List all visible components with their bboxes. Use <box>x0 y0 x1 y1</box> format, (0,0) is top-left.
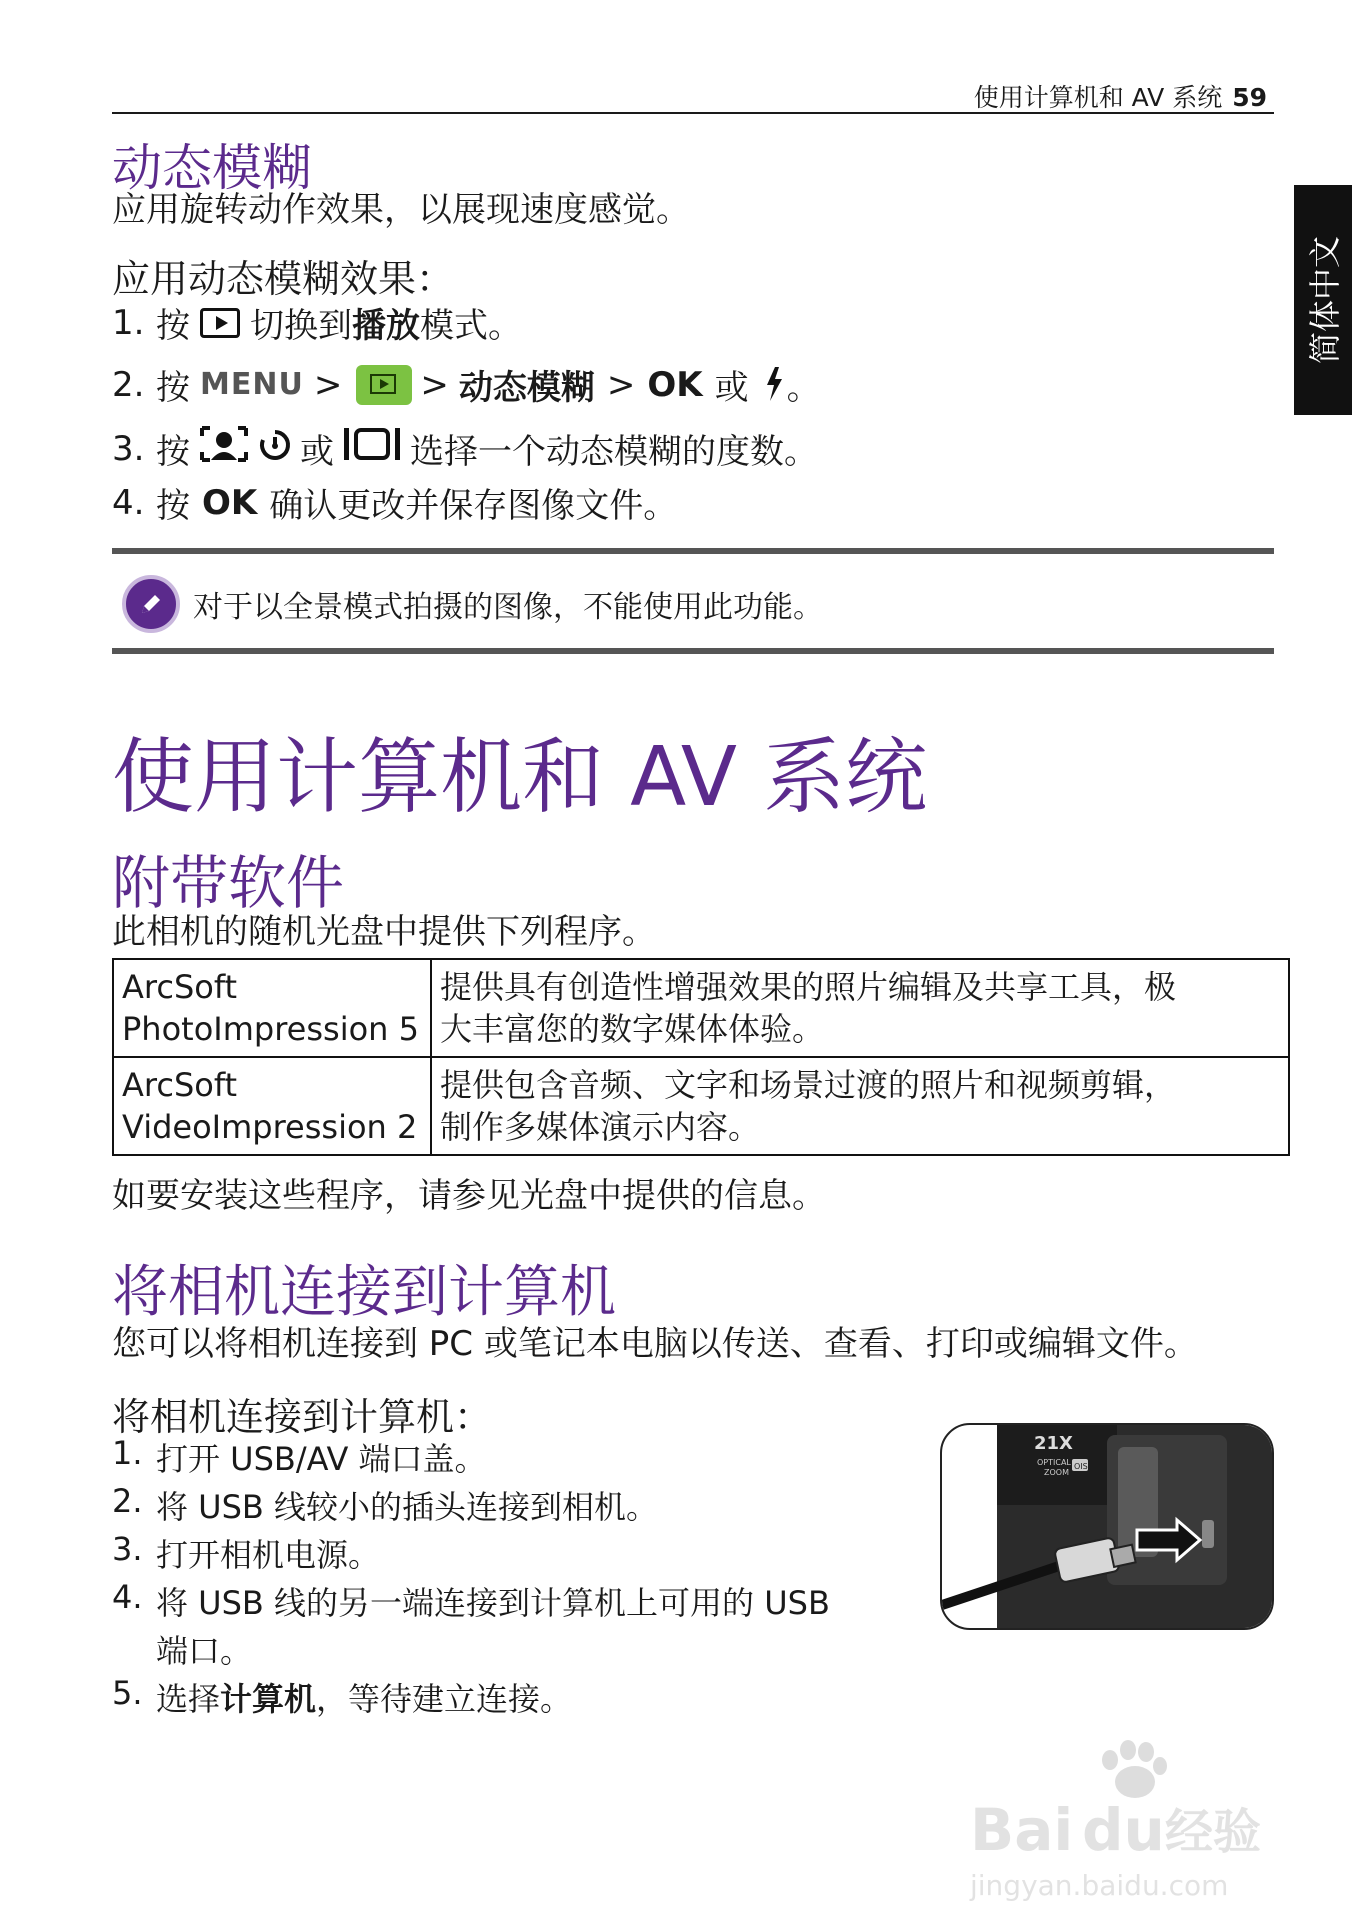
ok-label: OK <box>202 482 258 523</box>
motion-blur-step-3 <box>112 424 818 473</box>
step-text: 模式。 <box>420 306 522 346</box>
step-text: 或 <box>300 432 334 472</box>
step-number: 3. <box>112 428 145 469</box>
step-text: 确认更改并保存图像文件。 <box>269 486 678 526</box>
camera-zoom-word-label: ZOOM <box>1044 1468 1069 1477</box>
menu-button-label: MENU <box>200 367 304 402</box>
stabilizer-icon <box>342 424 402 473</box>
page-number: 59 <box>1232 83 1267 112</box>
bundled-software-heading: 附带软件 <box>112 849 345 917</box>
bundled-software-outro: 如要安装这些程序，请参见光盘中提供的信息。 <box>112 1176 826 1216</box>
motion-blur-lead: 应用动态模糊效果： <box>112 257 455 301</box>
camera-optical-label: OPTICAL <box>1037 1458 1071 1467</box>
motion-blur-step-1 <box>112 298 522 347</box>
step-text: 按 <box>156 306 190 346</box>
watermark-brand2: du <box>1082 1796 1165 1864</box>
step-number: 1. <box>112 302 145 343</box>
motion-blur-intro: 应用旋转动作效果，以展现速度感觉。 <box>112 190 690 230</box>
watermark-cn: 经验 <box>1165 1804 1262 1860</box>
camera-zoom-label: 21X <box>1034 1433 1073 1454</box>
step-separator: > <box>606 364 636 405</box>
software-name: ArcSoft <box>122 968 238 1006</box>
language-tab-label: 简体中文 <box>1306 235 1345 365</box>
step-text: 。 <box>786 368 821 408</box>
camera-usb-illustration <box>940 1423 1274 1630</box>
watermark-url: jingyan.baidu.com <box>970 1869 1229 1902</box>
bundled-software-intro: 此相机的随机光盘中提供下列程序。 <box>112 912 656 952</box>
connect-intro: 您可以将相机连接到 PC 或笔记本电脑以传送、查看、打印或编辑文件。 <box>112 1324 1198 1364</box>
note-rule-bottom <box>112 648 1274 654</box>
step-text: 选择一个动态模糊的度数。 <box>410 432 818 472</box>
running-head-title: 使用计算机和 AV 系统 <box>973 83 1223 112</box>
list-item <box>112 1482 830 1530</box>
table-row <box>113 959 1289 1057</box>
software-desc: 制作多媒体演示内容。 <box>440 1108 761 1146</box>
step-number: 4. <box>112 482 145 523</box>
software-name: ArcSoft <box>122 1066 238 1104</box>
note-rule-top <box>112 548 1274 554</box>
motion-blur-step-4 <box>112 478 677 527</box>
step-text: 按 <box>156 432 190 472</box>
motion-blur-heading: 动态模糊 <box>112 139 312 197</box>
paw-logo <box>1102 1740 1167 1798</box>
software-desc-cell <box>431 1057 1289 1155</box>
step-text: 切换到 <box>250 306 352 346</box>
software-table <box>112 958 1290 1156</box>
software-name: VideoImpression 2 <box>122 1108 418 1146</box>
software-name: PhotoImpression 5 <box>122 1010 419 1048</box>
step-separator: > <box>420 364 449 405</box>
pencil-icon <box>122 575 180 633</box>
step-text: 选择 <box>156 1680 221 1718</box>
step-number: 5. <box>112 1674 143 1712</box>
playback-icon <box>200 308 240 338</box>
list-item <box>112 1530 830 1578</box>
camera-ois-label: OIS <box>1074 1462 1088 1471</box>
software-desc: 提供具有创造性增强效果的照片编辑及共享工具，极 <box>440 968 1177 1006</box>
software-name-cell <box>113 1057 431 1155</box>
step-text: 按 <box>156 368 190 408</box>
step-number: 1. <box>112 1434 143 1472</box>
software-name-cell <box>113 959 431 1057</box>
self-timer-icon <box>258 424 292 473</box>
step-text: 打开 USB/AV 端口盖。 <box>156 1440 487 1478</box>
face-detect-icon <box>198 424 250 473</box>
connect-heading: 将相机连接到计算机 <box>112 1260 616 1325</box>
connect-lead: 将相机连接到计算机： <box>112 1395 493 1439</box>
running-head <box>974 78 1267 114</box>
note-text: 对于以全景模式拍摄的图像，不能使用此功能。 <box>193 590 823 625</box>
step-number: 4. <box>112 1578 143 1616</box>
step-number: 2. <box>112 364 145 405</box>
playback-menu-icon <box>356 365 412 405</box>
step-text: 打开相机电源。 <box>156 1536 381 1574</box>
step-text: 将 USB 线的另一端连接到计算机上可用的 USB <box>156 1584 830 1622</box>
step-separator: > <box>313 364 343 405</box>
step-number: 3. <box>112 1530 143 1568</box>
chapter-title: 使用计算机和 AV 系统 <box>112 730 928 825</box>
step-text: 按 <box>156 486 190 526</box>
step-bold-text: 计算机 <box>220 1680 317 1718</box>
software-desc: 提供包含音频、文字和场景过渡的照片和视频剪辑， <box>440 1066 1177 1104</box>
step-text: 端口。 <box>156 1632 253 1670</box>
step-text: ，等待建立连接。 <box>316 1680 573 1718</box>
flash-icon <box>761 365 787 405</box>
ok-label: OK <box>647 364 703 405</box>
step-bold-text: 动态模糊 <box>458 368 595 408</box>
list-item-continuation <box>112 1626 830 1674</box>
connect-steps <box>112 1434 830 1722</box>
table-row <box>113 1057 1289 1155</box>
step-number: 2. <box>112 1482 143 1520</box>
list-item <box>112 1578 830 1626</box>
software-desc: 大丰富您的数字媒体体验。 <box>440 1010 825 1048</box>
list-item <box>112 1674 830 1722</box>
step-text: 或 <box>714 368 749 408</box>
motion-blur-step-2 <box>112 360 821 409</box>
watermark-brand: Bai <box>970 1796 1074 1864</box>
baidu-watermark <box>960 1720 1280 1914</box>
step-bold-text: 播放 <box>352 306 420 346</box>
language-tab <box>1294 185 1352 415</box>
step-text: 将 USB 线较小的插头连接到相机。 <box>156 1488 659 1526</box>
header-rule <box>112 112 1274 114</box>
software-desc-cell <box>431 959 1289 1057</box>
list-item <box>112 1434 830 1482</box>
